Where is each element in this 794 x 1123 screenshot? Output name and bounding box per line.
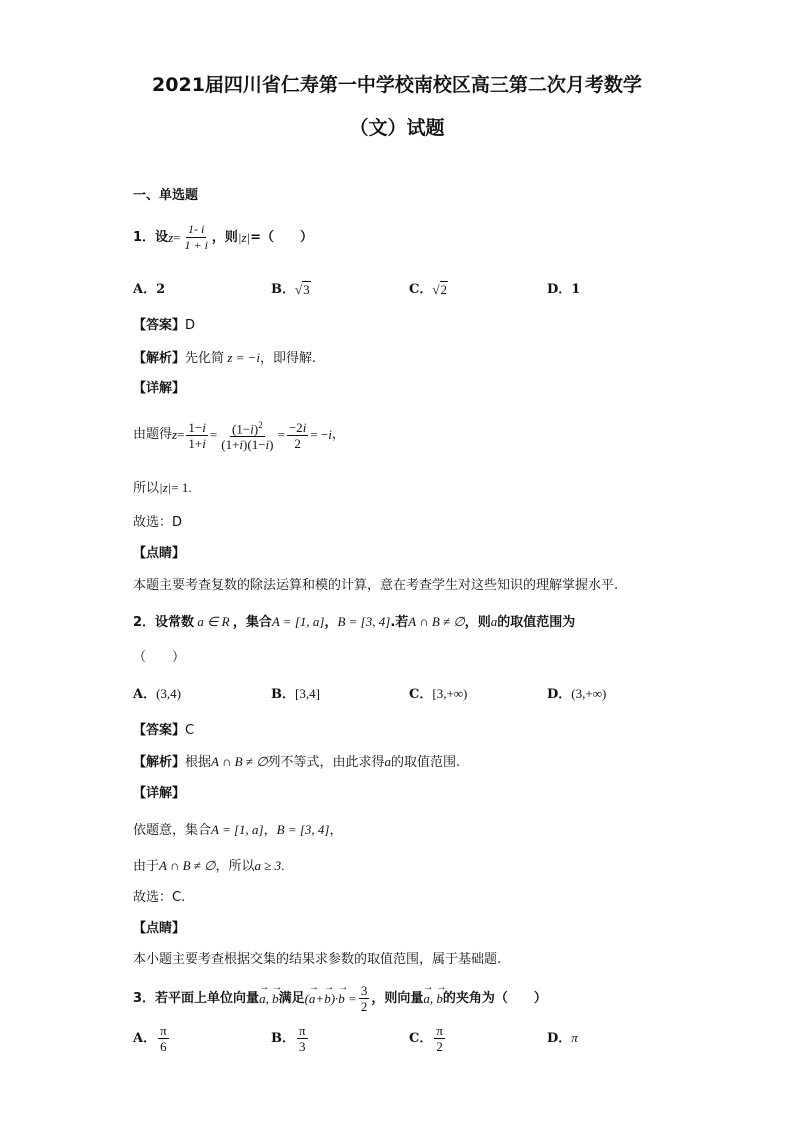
fraction: $\frac{1- i}{1 + i}$: [184, 222, 208, 252]
question-2-paren: （ ）: [133, 650, 186, 665]
comment-1: 本题主要考查复数的除法运算和模的计算，意在考查学生对这些知识的理解掌握水平.: [133, 578, 619, 593]
comment-tag-1: 【点睛】: [133, 546, 186, 561]
option-1b: B． √3: [271, 282, 310, 297]
answer-1: 【答案】D: [133, 318, 196, 333]
section-label: 一、单选题: [133, 188, 199, 203]
comment-tag-2: 【点睛】: [133, 921, 186, 936]
reason-2: 由于A ∩ B ≠ ∅，所以a ≥ 3.: [133, 858, 285, 874]
question-1-stem: 1． 设 z = $\frac{1- i}{1 + i}$ ，则 |z| =（ ）: [133, 222, 314, 252]
option-3b: B． $\frac{\pi}{3}$: [271, 1023, 306, 1054]
analysis-1: 【解析】先化简 z = −i，即得解.: [133, 350, 317, 366]
detail-2: 依题意，集合A = [1, a]，B = [3, 4]，: [133, 822, 343, 838]
option-1d: D．1: [547, 282, 581, 297]
option-1a: A．2: [133, 282, 166, 297]
answer-2: 【答案】C: [133, 723, 195, 738]
analysis-2: 【解析】根据A ∩ B ≠ ∅列不等式，由此求得a的取值范围.: [133, 754, 461, 770]
option-2a: A．(3,4): [133, 686, 182, 702]
detail-tag-2: 【详解】: [133, 786, 186, 801]
option-2d: D．(3,+∞): [547, 686, 607, 702]
conclusion-1: 所以|z|= 1.: [133, 480, 192, 496]
option-2c: C．[3,+∞): [409, 686, 468, 702]
option-3d: D．π: [547, 1030, 578, 1046]
option-2b: B．[3,4]: [271, 686, 320, 702]
doc-title-line1: 2021届四川省仁寿第一中学校南校区高三第二次月考数学: [152, 74, 642, 96]
option-1c: C． √2: [409, 282, 447, 297]
comment-2: 本小题主要考查根据交集的结果求参数的取值范围，属于基础题.: [133, 952, 502, 967]
question-2-stem: 2．设常数 a ∈ R ，集合A = [1, a]，B = [3, 4].若A ∩ B ≠ ∅，则a的取值范围为: [133, 614, 576, 630]
option-3c: C． $\frac{\pi}{2}$: [409, 1023, 443, 1054]
question-3-stem: 3． 若平面上单位向量 → a, → b 满足 (→ a+→ b)·→ b = $\frac{3}{2}$ ，则向量 → a, → b 的夹角为（ ）: [133, 983, 547, 1014]
choice-1: 故选：D: [133, 515, 183, 530]
question-number: 1．: [133, 229, 156, 245]
doc-title-line2: （文）试题: [349, 117, 445, 139]
detail-tag-1: 【详解】: [133, 381, 186, 396]
detail-1: 由题得 z = $\frac{1-i}{1+i}$ = $\frac{(1-i)^2}{(1+i)(1-i)}$ = $\frac{-2i}{2}$ = −i ，: [133, 419, 345, 453]
choice-2: 故选：C.: [133, 890, 186, 905]
option-3a: A． $\frac{\pi}{6}$: [133, 1023, 167, 1054]
